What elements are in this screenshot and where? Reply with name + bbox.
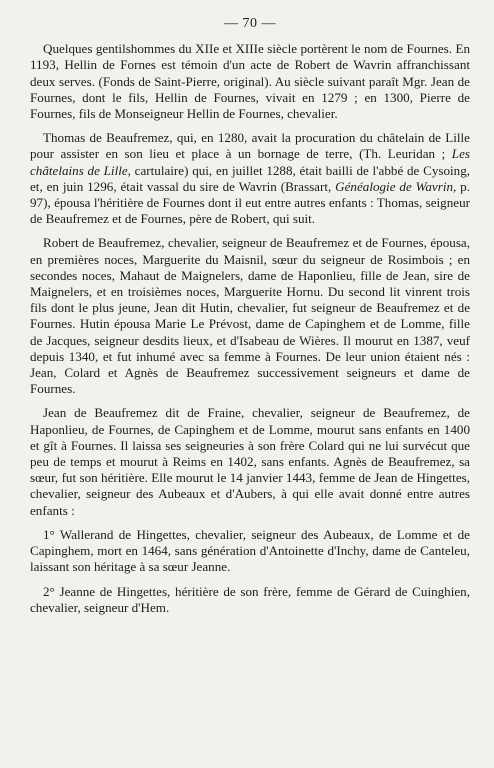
paragraph-text: , p. 97), épousa l'héritière de Fournes dont il eut entre autres enfants : Thomas, seigneur de Beaufremez et de Fournes, père de Robert, qui suit. bbox=[30, 178, 470, 227]
paragraph-thomas-de-beaufremez bbox=[30, 130, 470, 227]
page-number: — 70 — bbox=[224, 16, 276, 31]
paragraph-text: , cartulaire) qui, en juillet 1288, était bailli de l'abbé de Cysoing, et, en juin 1296, était vassal du sire de Wavrin (Brassart, bbox=[30, 162, 471, 194]
paragraph-jeanne-de-hingettes bbox=[30, 584, 470, 616]
citation-title: Les châtelains de Lille bbox=[30, 146, 470, 178]
paragraph-wallerand-de-hingettes bbox=[30, 527, 470, 576]
paragraph-text: Robert de Beaufremez, chevalier, seigneur de Beaufremez et de Fournes, épousa, en premières noces, Marguerite du Maisnil, sœur du seigneur de Rosimbois ; en secondes noces, Mahaut de Maignelers, dame de Haponlieu, fille de Jean, sire de Maignelers, et en troisièmes noces, Marguerite Hornu. Du second lit vinrent trois fils dont le plus jeune, Jean dit Hutin, chevalier, fut seigneur de Beaufremez et de Fournes. Hutin épousa Marie Le Prévost, dame de Capinghem et de Lomme, fille de Jacques, seigneur desdits lieux, et d'Isabeau de Wières. Il mourut en 1387, veuf depuis 1340, et fut inhumé avec sa femme à Fournes. De leur union étaient nés : Jean, Colard et Agnès de Beaufremez successivement seigneurs et dame de Fournes. bbox=[30, 235, 470, 397]
citation-title: Généalogie de Wavrin bbox=[335, 178, 453, 194]
paragraph-text: Jean de Beaufremez dit de Fraine, chevalier, seigneur de Beaufremez, de Haponlieu, de Fournes, de Capinghem et de Lomme, mourut sans enfants en 1400 et gît à Fournes. Il laissa ses seigneuries à son frère Colard qui ne lui survécut que peu de temps et mourut à Reims en 1402, sans enfants. Agnès de Beaufremez, sa sœur, fut son héritière. Elle mourut le 14 janvier 1443, femme de Jean de Hingettes, chevalier, seigneur des Aubeaux et d'Aubers, à qui elle avait donné entre autres enfants : bbox=[30, 405, 470, 518]
paragraph-text: 2° Jeanne de Hingettes, héritière de son frère, femme de Gérard de Cuinghien, chevalier, seigneur d'Hem. bbox=[30, 583, 470, 615]
paragraph-fournes-gentlemen bbox=[30, 41, 470, 122]
paragraph-robert-de-beaufremez bbox=[30, 235, 470, 397]
paragraph-text: Thomas de Beaufremez, qui, en 1280, avait la procuration du châtelain de Lille pour assister en son lieu et place à un bornage de terre, (Th. Leuridan ; bbox=[30, 130, 470, 162]
paragraph-jean-de-beaufremez bbox=[30, 405, 470, 518]
paragraph-text: 1° Wallerand de Hingettes, chevalier, seigneur des Aubeaux, de Lomme et de Capinghem, mort en 1464, sans génération d'Antoinette d'Inchy, dame de Canteleu, laissant son héritage à sa sœur Jeanne. bbox=[30, 526, 470, 575]
paragraph-text: Quelques gentilshommes du XIIe et XIIIe siècle portèrent le nom de Fournes. En 1193, Hellin de Fornes est témoin d'un acte de Robert de Wavrin affranchissant deux serves. (Fonds de Saint-Pierre, original). Au siècle suivant paraît Mgr. Jean de Fournes, dont le fils, Hellin de Fournes, vivait en 1279 ; en 1300, Pierre de Fournes, fils de Monseigneur Hellin de Fournes, chevalier. bbox=[30, 41, 470, 122]
